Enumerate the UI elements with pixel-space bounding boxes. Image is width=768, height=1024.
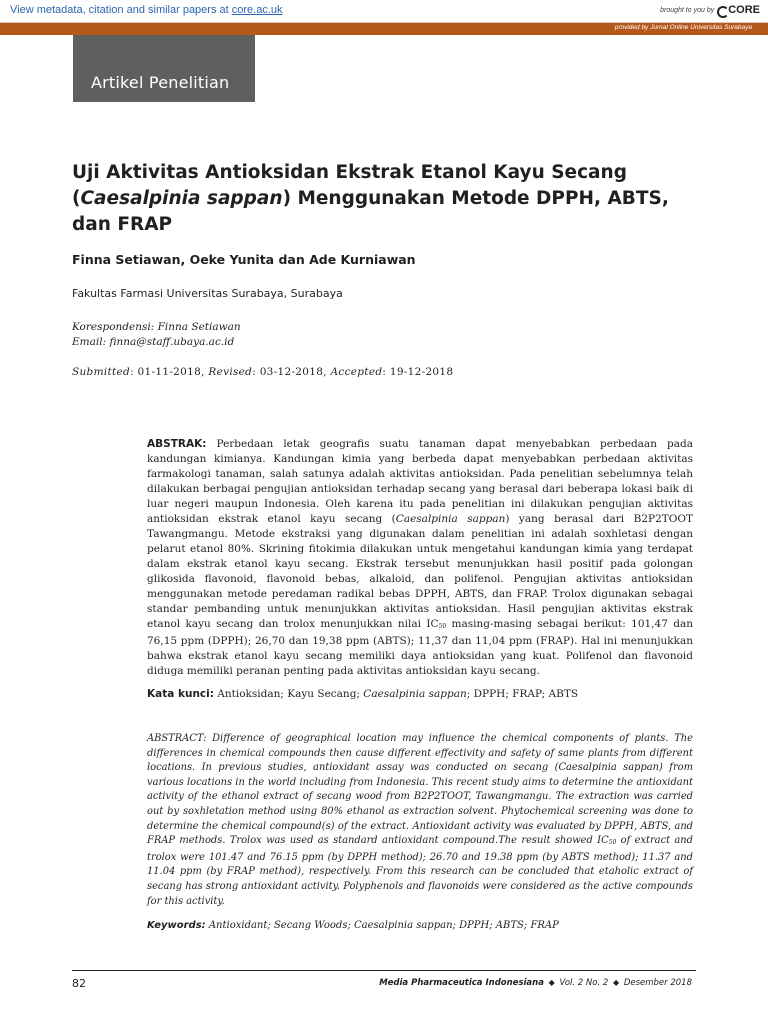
core-brought-by[interactable] xyxy=(660,4,760,16)
accepted-label: Accepted xyxy=(330,366,383,378)
keywords xyxy=(147,920,693,931)
core-logo-text: CORE xyxy=(728,4,760,16)
page-number: 82 xyxy=(72,977,86,990)
core-brought-label: brought to you by xyxy=(660,6,715,14)
abstract-ic-subscript: 50 xyxy=(608,839,617,847)
journal-volume: Vol. 2 No. 2 xyxy=(559,978,609,988)
abstrak-text-3: masing-masing sebagai berikut: 101,47 dan 76,15 ppm (DPPH); 26,70 dan 19,38 ppm (ABTS); 11,37 dan 11,04 ppm (FRAP). Hal ini menunjukkan bahwa ekstrak etanol kayu secang memiliki daya antioksidan yang kuat. Polifenol dan flavonoid diduga memiliki peranan penting pada aktivitas antioksidan kayu secang. xyxy=(147,618,694,677)
abstrak-label: ABSTRAK: xyxy=(147,438,207,450)
footer-divider xyxy=(72,970,696,971)
core-logo-icon xyxy=(717,5,726,16)
kata-kunci-text-2: ; DPPH; FRAP; ABTS xyxy=(466,688,579,700)
article-affiliation: Fakultas Farmasi Universitas Surabaya, Surabaya xyxy=(72,287,343,300)
abstrak-ic-subscript: 50 xyxy=(438,623,447,630)
core-metadata-prefix: View metadata, citation and similar papers at xyxy=(10,4,232,16)
core-metadata-line xyxy=(10,4,283,16)
title-species: Caesalpinia sappan xyxy=(80,188,283,209)
article-title xyxy=(72,160,712,238)
abstract-english xyxy=(147,732,693,909)
core-banner xyxy=(0,0,768,23)
submitted-date: : 01-11-2018, xyxy=(130,366,209,378)
abstrak-text-2: ) yang berasal dari B2P2TOOT Tawangmangu. Metode ekstraksi yang digunakan dalam penelitian ini adalah soxhletasi dengan pelarut etanol 80%. Skrining fitokimia dilakukan untuk mengetahui kandungan kimia yang terdapat dalam ekstrak etanol kayu secang. Ekstrak tersebut menunjukkan hasil positif pada golongan glikosida flavonoid, flavonoid bebas, alkaloid, dan polifenol. Pengujian aktivitas antioksidan menggunakan metode peredaman radikal bebas DPPH, ABTS, dan FRAP. Trolox digunakan sebagai standar pembanding untuk menunjukkan aktivitas antioksidan. Hasil pengujian aktivitas ekstrak etanol kayu secang dan trolox menunjukkan nilai IC xyxy=(147,513,693,630)
abstrak-species: Caesalpinia sappan xyxy=(395,513,506,525)
abstract-text-2: of extract and trolox were 101.47 and 76.15 ppm (by DPPH method); 26.70 and 19.38 ppm (by ABTS method); 11.37 and 11.04 ppm (by FRAP method), respectively. From this research can be concluded that etaholic extract of secang has strong antioxidant activity. Polyphenols and flavonoids were considered as the active compounds for this activity. xyxy=(147,835,693,907)
journal-footer xyxy=(379,978,692,988)
kata-kunci-text-1: Antioksidan; Kayu Secang; xyxy=(213,688,364,700)
core-provided-by[interactable]: provided by Jurnal Online Universitas Surabaya xyxy=(614,24,752,31)
abstrak-paragraph xyxy=(147,437,693,679)
article-category-box xyxy=(73,35,255,102)
article-authors: Finna Setiawan, Oeke Yunita dan Ade Kurniawan xyxy=(72,252,416,267)
keywords-text: Antioxidant; Secang Woods; Caesalpinia sappan; DPPH; ABTS; FRAP xyxy=(205,920,559,931)
journal-date: Desember 2018 xyxy=(623,978,692,988)
submitted-label: Submitted xyxy=(72,366,131,378)
core-logo xyxy=(717,4,760,16)
article-dates xyxy=(72,366,453,378)
correspondence-email[interactable]: Email: finna@staff.ubaya.ac.id xyxy=(72,336,235,348)
kata-kunci-species: Caesalpinia sappan xyxy=(363,688,467,700)
core-link[interactable]: core.ac.uk xyxy=(231,4,283,16)
separator-icon: ◆ xyxy=(548,978,555,987)
revised-label: Revised xyxy=(208,366,253,378)
keywords-label: Keywords: xyxy=(147,920,206,931)
revised-date: : 03-12-2018, xyxy=(252,366,331,378)
title-part-2: ) Menggunakan Metode DPPH, ABTS, dan FRAP xyxy=(72,188,669,235)
kata-kunci xyxy=(147,687,693,702)
accepted-date: : 19-12-2018 xyxy=(382,366,454,378)
title-part-1: Uji Aktivitas Antioksidan Ekstrak Etanol Kayu Secang ( xyxy=(72,162,627,209)
article-category-label: Artikel Penelitian xyxy=(91,73,230,92)
kata-kunci-label: Kata kunci: xyxy=(147,688,214,700)
journal-name: Media Pharmaceutica Indonesiana xyxy=(379,978,544,988)
abstrak-text-1: Perbedaan letak geografis suatu tanaman dapat menyebabkan perbedaan pada kandungan kimianya. Kandungan kimia yang berbeda dapat menyebabkan perbedaan aktivitas farmakologi tanaman, salah satunya adalah aktivitas antioksidan. Pada penelitian sebelumnya telah dilakukan berbagai pengujian antioksidan terhadap secang yang berasal dari beberapa lokasi baik di luar negeri maupun Indonesia. Oleh karena itu pada penelitian ini dilakukan pengujian aktivitas antioksidan ekstrak etanol kayu secang ( xyxy=(147,438,693,525)
correspondence-name: Korespondensi: Finna Setiawan xyxy=(72,321,241,333)
correspondence-block xyxy=(72,320,241,350)
separator-icon: ◆ xyxy=(612,978,620,987)
abstract-text-1: ABSTRACT: Difference of geographical location may influence the chemical components of plants. The differences in chemical compounds then cause different effectivity and safety of same plants from different locations. In previous studies, antioxidant assay was conducted on secang (Caesalpinia sappan) from various locations in the world including from Indonesia. This recent study aims to determine the antioxidant activity of the ethanol extract of secang wood from B2P2TOOT, Tawangmangu. The extraction was carried out by soxhletation method using 80% ethanol as extraction solvent. Phytochemical screening was done to determine the chemical compound(s) of the extract. Antioxidant activity was evaluated by DPPH, ABTS, and FRAP methods. Trolox was used as standard antioxidant compound.The result showed IC xyxy=(147,733,693,847)
